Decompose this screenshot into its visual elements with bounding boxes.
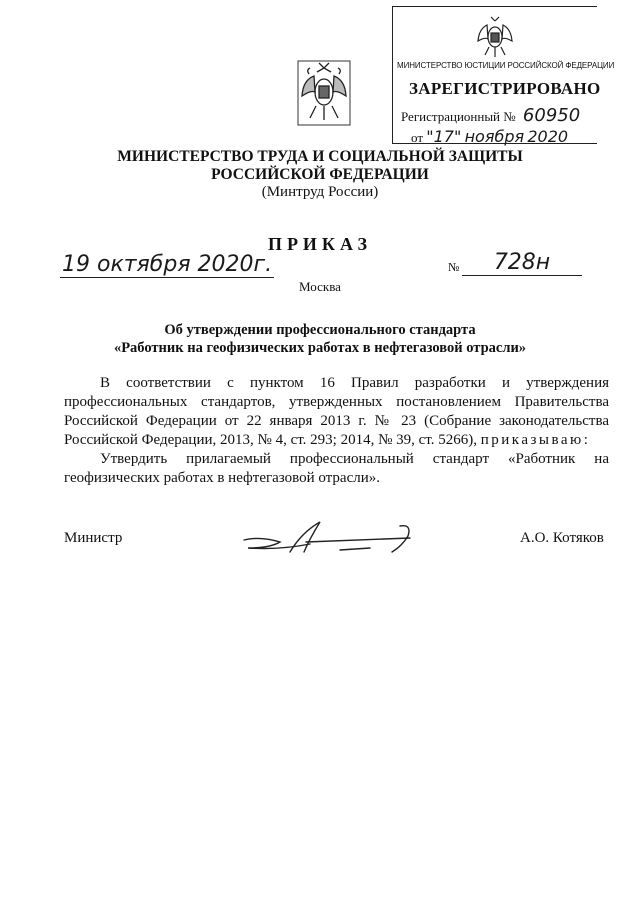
stamp-date-year: 2020	[527, 127, 569, 146]
stamp-date-prefix: от	[411, 130, 424, 145]
body-directive: приказываю:	[480, 432, 591, 448]
ministry-name-line1: МИНИСТЕРСТВО ТРУДА И СОЦИАЛЬНОЙ ЗАЩИТЫ	[117, 148, 523, 165]
ministry-short-name: (Минтруд России)	[261, 184, 379, 200]
signatory-role: Министр	[64, 530, 123, 546]
stamp-date	[411, 127, 568, 146]
ministry-name-line2: РОССИЙСКОЙ ФЕДЕРАЦИИ	[211, 166, 429, 183]
order-number-label: №	[448, 260, 460, 274]
russian-coat-of-arms-icon	[297, 60, 351, 126]
stamp-coat-of-arms-icon	[475, 15, 515, 59]
stamp-date-day: "17"	[426, 127, 462, 146]
body-paragraph-1-text: В соответствии с пунктом 16 Правил разработки и утверждения профессиональных стандартов, утвержденных постановлением Правительства Российской Федерации от 22 января 2013 г. № 23 (Собрание законодательства Российской Федерации, 2013, № 4, ст. 293; 2014, № 39, ст. 5266),	[64, 375, 609, 448]
order-date: 19 октября 2020г.	[62, 252, 273, 277]
order-body	[64, 374, 609, 488]
body-paragraph-1	[64, 374, 609, 450]
handwritten-signature	[240, 518, 430, 558]
stamp-reg-number: 60950	[522, 105, 581, 126]
subject-line2: «Работник на геофизических работах в нефтегазовой отрасли»	[113, 340, 527, 356]
stamp-registration	[401, 105, 580, 126]
stamp-date-month: ноября	[464, 127, 525, 146]
registration-stamp	[392, 6, 615, 146]
stamp-ministry: МИНИСТЕРСТВО ЮСТИЦИИ РОССИЙСКОЙ ФЕДЕРАЦИИ	[397, 61, 615, 70]
body-paragraph-2: Утвердить прилагаемый профессиональный стандарт «Работник на геофизических работах в нефтегазовой отрасли».	[64, 451, 609, 486]
city: Москва	[299, 279, 341, 294]
stamp-reg-label: Регистрационный №	[401, 109, 516, 124]
signatory-name: А.О. Котяков	[520, 530, 604, 546]
subject-line1: Об утверждении профессионального стандарта	[164, 322, 476, 338]
order-number: 728н	[462, 250, 582, 276]
order-title: ПРИКАЗ	[267, 234, 373, 254]
stamp-title: ЗАРЕГИСТРИРОВАНО	[409, 79, 601, 98]
